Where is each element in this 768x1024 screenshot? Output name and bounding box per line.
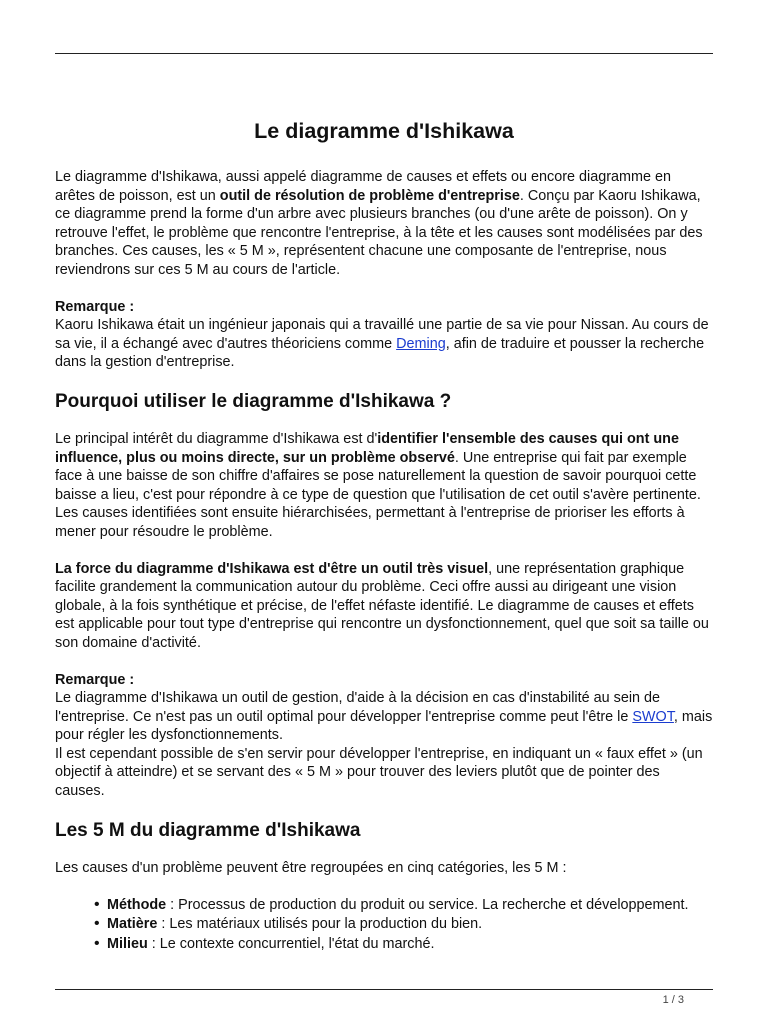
list-item-term: Matière: [107, 916, 158, 932]
note1-paragraph: [55, 316, 713, 372]
s1p1-bold: identifier l'ensemble des causes qui ont une influence, plus ou moins directe, sur un problème observé: [55, 431, 679, 466]
list-item-term: Milieu: [107, 935, 148, 952]
note1-text-a: Kaoru Ishikawa était un ingénieur japonais qui a travaillé une partie de sa vie pour Nissan. Au cours de sa vie, il a échangé avec d'autres théoriciens comme: [55, 317, 709, 352]
page-number: 1 / 3: [662, 994, 684, 1006]
document-page: [55, 118, 713, 954]
s1p1-text-b: . Une entreprise qui fait par exemple face à une baisse de son chiffre d'affaires se pose naturellement la question de savoir pourquoi cette baisse a lieu, c'est pour répondre à ce type de question que l'utilisation de cet outil s'avère pertinente. Les causes identifiées sont ensuite hiérarchisées, permettant à l'entreprise de prioriser les efforts à mener pour résoudre le problème.: [55, 449, 701, 540]
note2-text-a: Le diagramme d'Ishikawa un outil de gestion, d'aide à la décision en cas d'instabilité au sein de l'entreprise. Ce n'est pas un outil optimal pour développer l'entreprise comme peut l'être le: [55, 690, 661, 725]
note2-label: Remarque :: [55, 671, 135, 688]
list-item-term: Méthode: [107, 896, 167, 913]
note2-text-b: , mais pour régler les dysfonctionnements.: [55, 708, 713, 743]
list-item-desc: : Les matériaux utilisés pour la production du bien.: [157, 916, 483, 932]
section1-paragraph2: [55, 560, 713, 653]
intro-bold: outil de résolution de problème d'entreprise: [219, 187, 520, 204]
section2-intro: Les causes d'un problème peuvent être regroupées en cinq catégories, les 5 M :: [55, 859, 567, 876]
intro-text-b: . Conçu par Kaoru Ishikawa, ce diagramme prend la forme d'un arbre avec plusieurs branches (ou d'une arête de poisson). On y retrouve l'effet, le problème que rencontre l'entreprise, à la tête et les causes sont modélisées par des branches. Ces causes, les « 5 M », représentent chacune une composante de l'entreprise, nous reviendrons sur ces 5 M au cours de l'article.: [55, 187, 703, 278]
five-m-list: [55, 896, 713, 954]
s1p2-bold: La force du diagramme d'Ishikawa est d'être un outil très visuel: [55, 560, 489, 577]
note1-label: Remarque :: [55, 298, 135, 315]
section1-heading: Pourquoi utiliser le diagramme d'Ishikawa ?: [55, 391, 452, 412]
footer-rule: [55, 989, 713, 990]
section1-paragraph1: [55, 430, 713, 541]
list-item-desc: : Processus de production du produit ou service. La recherche et développement.: [166, 896, 689, 913]
s1p2-text-b: , une représentation graphique facilite grandement la communication autour du problème. Ceci offre aussi au dirigeant une vision globale, à la fois synthétique et précise, de l'effet néfaste identifié. Le diagramme de causes et effets est applicable pour tout type d'entreprise qui rencontre un dysfonctionnement, quel que soit sa taille ou son domaine d'activité.: [55, 560, 709, 651]
deming-link[interactable]: Deming: [396, 335, 446, 352]
document-title: Le diagramme d'Ishikawa: [254, 119, 514, 143]
note2-paragraph-continued: Il est cependant possible de s'en servir pour développer l'entreprise, en indiquant un « faux effet » (un objectif à atteindre) et se servant des « 5 M » pour trouver des leviers plutôt que de pointer des causes.: [55, 745, 703, 799]
note2-label-line: [55, 671, 713, 690]
header-rule: [55, 53, 713, 54]
list-item: [107, 935, 713, 954]
list-item: [107, 896, 713, 915]
note1-label-line: [55, 298, 713, 317]
s1p1-text-a: Le principal intérêt du diagramme d'Ishikawa est d': [55, 431, 378, 447]
intro-paragraph: [55, 168, 713, 279]
note2-paragraph: [55, 689, 713, 745]
list-item: [107, 915, 713, 934]
section2-heading: Les 5 M du diagramme d'Ishikawa: [55, 819, 361, 841]
swot-link[interactable]: SWOT: [632, 708, 674, 725]
note1-text-b: , afin de traduire et pousser la recherche dans la gestion d'entreprise.: [55, 335, 705, 370]
list-item-desc: : Le contexte concurrentiel, l'état du marché.: [147, 935, 435, 952]
intro-text-a: Le diagramme d'Ishikawa, aussi appelé diagramme de causes et effets ou encore diagramme en arêtes de poisson, est un: [55, 169, 672, 204]
